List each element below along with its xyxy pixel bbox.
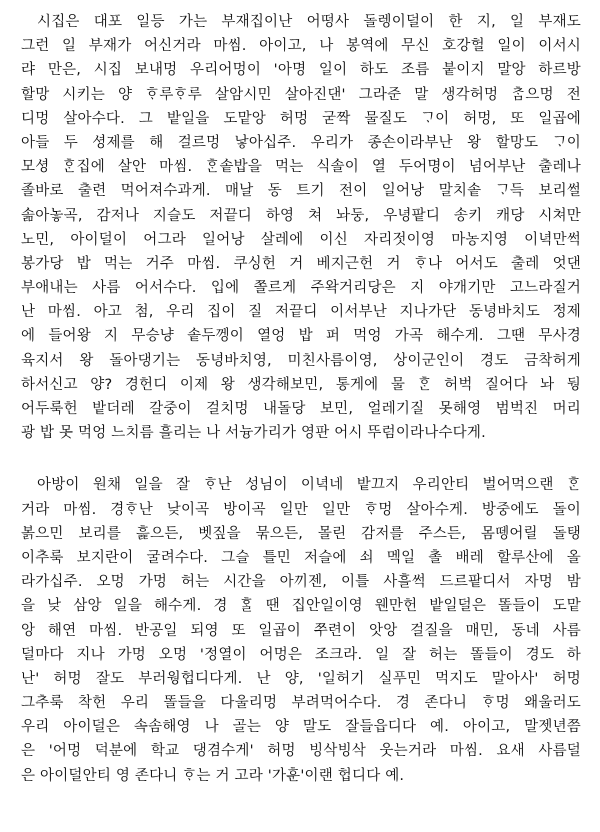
text-line: 노민, 아이덜이 어그라 일어낭 살레에 이신 자리젓이영 마농지영 이녁만썩 — [21, 231, 581, 248]
text-line: 광 밥 못 먹엉 느치름 흘리는 나 서늉가리가 영판 어시 뚜럼이라나수다게. — [21, 425, 486, 442]
text-line: 볽으민 보리를 흝으든, 벳짚을 묶으든, 몰린 감저를 주스든, 몸뗑어릴 돌탱 — [21, 525, 581, 542]
text-line: 봉가당 밥 먹는 거주 마씸. 쿠싱헌 거 베지근헌 거 ᄒᆞ나 어서도 출레 엇댄 — [21, 255, 581, 272]
text-line: 을 낮 삼앙 일을 해수게. 경 ᄒᆞᆯ 땐 집안일이영 웬만헌 밭일덜은 똘들이 도맡 — [21, 598, 581, 615]
text-line: 이추룩 보지란이 굴려수다. 그슬 틀민 저슬에 쇠 멕일 촐 배레 할루산에 올 — [21, 549, 581, 566]
text-line: 에 들어왕 지 무승냥 솥두껭이 열엉 밥 퍼 먹엉 가곡 해수게. 그땐 무사경 — [21, 328, 581, 345]
text-line: 난 마씸. 아고 첨, 우리 집이 질 저끝디 이서부난 지나가단 동녕바치도 정제 — [21, 304, 581, 321]
text-line: 육지서 왕 돌아댕기는 동녕바치영, 미친사름이영, 상이군인이 경도 금착허게 — [21, 352, 581, 369]
text-line: 그추룩 착헌 우리 똘들을 다울리멍 부려먹어수다. 경 존다니 ᄒᆞ멍 왜울러도 — [21, 695, 581, 712]
text-line: 모셩 ᄒᆞᆫ집에 살안 마씸. ᄒᆞᆫ솥밥을 먹는 식솔이 열 두어명이 넘어부난 출레나 — [21, 159, 581, 176]
text-line: 하서신고 양? 경헌디 이제 왕 생각해보민, 통게에 물 ᄒᆞᆫ 허벅 질어다 놔 뒁 — [21, 376, 581, 393]
text-line: 거라 마씸. 경ᄒᆞ난 낮이곡 방이곡 일만 일만 ᄒᆞ멍 살아수게. 방중에도 돌이 — [21, 501, 581, 518]
text-line: 그런 일 부재가 어신거라 마씸. 아이고, 나 봉역에 무신 호강헐 일이 이서시 — [21, 38, 581, 55]
text-line: 아들 두 셩제를 해 걸르멍 낳아십주. 우리가 종손이라부난 왕 할망도 ᄀᆞ이 — [21, 134, 581, 151]
text-line: 아방이 원채 일을 잘 ᄒᆞ난 성님이 이녁네 밭끄지 우리안티 벌어먹으랜 ᄒᆞᆫ — [37, 477, 581, 494]
text-line: 시집은 대포 일등 가는 부재집이난 어떵사 돌렝이덜이 한 지, 일 부재도 — [37, 14, 581, 30]
text-line: 우리 아이덜은 속솜해영 나 골는 양 말도 잘들읍디다 예. 아이고, 말젯년쯤 — [21, 719, 581, 736]
text-line: 졸바로 출련 먹어져수과게. 매날 동 트기 전이 일어낭 말치솥 ᄀᆞ득 보리썰 — [21, 183, 581, 200]
text-line: 어두룩헌 밭더레 갈중이 걸치멍 내돌당 보민, 얼레기질 못해영 범벅진 머리 — [21, 401, 581, 417]
text-line: 라가십주. 오멍 가멍 허는 시간을 아끼젠, 이틀 사흘썩 드르팥디서 자멍 밤 — [21, 574, 581, 591]
text-line: 부애내는 사름 어서수다. 입에 쫄르게 주왁거리당은 지 야개기만 고느라질거 — [21, 280, 581, 297]
text-line: 난' 허멍 잘도 부러웡헙디다게. 난 양, '일허기 실푸민 먹지도 말아사' 허멍 — [21, 670, 581, 687]
text-line: 랴 만은, 시집 보내멍 우리어멍이 '아명 일이 하도 조름 붙이지 말앙 하르방 — [21, 62, 581, 79]
text-line: 솖아놓곡, 감저나 지슬도 저끝디 하영 쳐 놔둥, 우녕팥디 송키 캐당 시쳐만 — [21, 207, 581, 224]
paragraph-2 — [21, 473, 581, 787]
paragraph-1 — [21, 10, 581, 445]
document-page — [21, 10, 581, 788]
text-line: 은 아이덜안티 영 존다니 ᄒᆞ는 거 고라 '가훈'이랜 헙디다 예. — [21, 767, 405, 784]
text-line: 앙 해연 마씸. 반공일 되영 또 일곱이 쭈련이 앗앙 걸질을 매민, 동네 사름 — [21, 622, 581, 639]
text-line: 디멍 살아수다. 그 밭일을 도맡앙 허멍 굳짝 물질도 ᄀᆞ이 허멍, 또 일곱에 — [21, 110, 581, 127]
text-line: 은 '어멍 덕분에 학교 댕겸수게' 허멍 빙삭빙삭 웃는거라 마씸. 요새 사름덜 — [21, 743, 581, 760]
text-line: 덜마다 지나 가멍 오멍 '정열이 어멍은 조크라. 일 잘 허는 똘들이 경도 하 — [21, 646, 581, 663]
text-line: 할망 시키는 양 ᄒᆞ루ᄒᆞ루 살암시민 살아진댄' 그라준 말 생각허멍 ᄎᆞᆷ으멍 전 — [21, 86, 581, 103]
